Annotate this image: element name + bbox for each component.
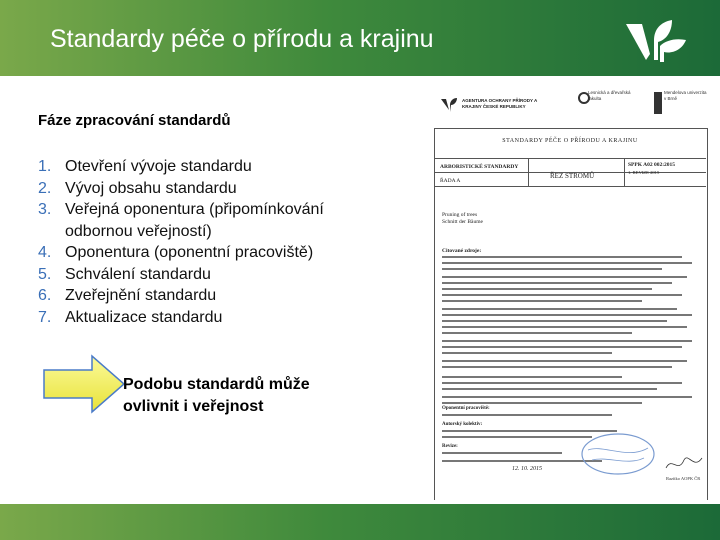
agency-name: AGENTURA OCHRANY PŘÍRODY A KRAJINY ČESKÉ REPUBLIKY [462, 98, 538, 109]
opponent-label: Oponentní pracoviště: [442, 406, 490, 411]
row-label: ŘADA A [440, 178, 461, 184]
list-item-label: Vývoj obsahu standardu [65, 179, 237, 197]
alt-title-en: Pruning of trees [442, 212, 478, 218]
list-item-label: Aktualizace standardu [65, 308, 223, 326]
cited-sources-label: Citované zdroje: [442, 248, 482, 254]
agency-logo-icon [440, 96, 458, 114]
list-item [38, 199, 383, 242]
standard-code: SPPK A02 002:2015 [628, 162, 676, 168]
footer-bar [0, 504, 720, 540]
author-label: Autorský kolektiv: [442, 422, 483, 427]
table-divider [434, 186, 706, 187]
list-item [38, 307, 383, 329]
list-item-label: Otevření vývoje standardu [65, 158, 252, 175]
list-item [38, 242, 383, 264]
arrow-right-icon [42, 352, 126, 416]
list-number: 6. [38, 287, 52, 304]
university-logo-icon [654, 92, 662, 114]
series-label: ARBORISTICKÉ STANDARDY [440, 164, 519, 170]
faculty-name: Lesnická a dřevařská fakulta [588, 90, 631, 101]
document-body-text [442, 256, 697, 406]
list-item [38, 264, 383, 286]
list-item-label: Oponentura (oponentní pracoviště) [65, 244, 314, 261]
document-title: STANDARDY PÉČE O PŘÍRODU A KRAJINU [502, 138, 638, 144]
table-divider [434, 158, 706, 159]
table-divider [528, 158, 529, 186]
list-item [38, 178, 383, 200]
list-item-label: Veřejná oponentura (připomínkování odbornou veřejností) [65, 201, 324, 240]
signature-icon [664, 448, 704, 478]
stamp-icon [578, 430, 658, 478]
list-number: 1. [38, 158, 52, 175]
list-number: 7. [38, 308, 52, 326]
stamp-caption: Razítko AOPK ČR [666, 476, 701, 481]
university-name: Mendelova univerzita v Brně [664, 90, 707, 101]
slide-title: Standardy péče o přírodu a krajinu [50, 25, 434, 53]
list-number: 2. [38, 179, 52, 197]
list-item [38, 285, 383, 307]
list-number: 4. [38, 244, 52, 261]
approval-date: 12. 10. 2015 [512, 466, 542, 472]
revision-label: 1. REVIZE 2015 [628, 170, 660, 175]
section-subtitle: Fáze zpracování standardů [38, 112, 231, 129]
phase-list [38, 156, 383, 328]
public-influence-note: Podobu standardů může ovlivnit i veřejnost [123, 376, 310, 415]
list-number: 5. [38, 265, 52, 283]
list-item-label: Zveřejnění standardu [65, 287, 217, 304]
list-item [38, 156, 383, 178]
standard-document-preview [428, 88, 710, 500]
list-item-label: Schválení standardu [65, 265, 211, 283]
topic-label: ŘEZ STROMŮ [550, 172, 595, 180]
table-divider [624, 158, 625, 186]
list-number: 3. [38, 201, 52, 218]
alt-title-de: Schnitt der Bäume [442, 219, 483, 225]
review-label: Revize: [442, 444, 458, 449]
leaf-logo-icon [620, 10, 690, 70]
